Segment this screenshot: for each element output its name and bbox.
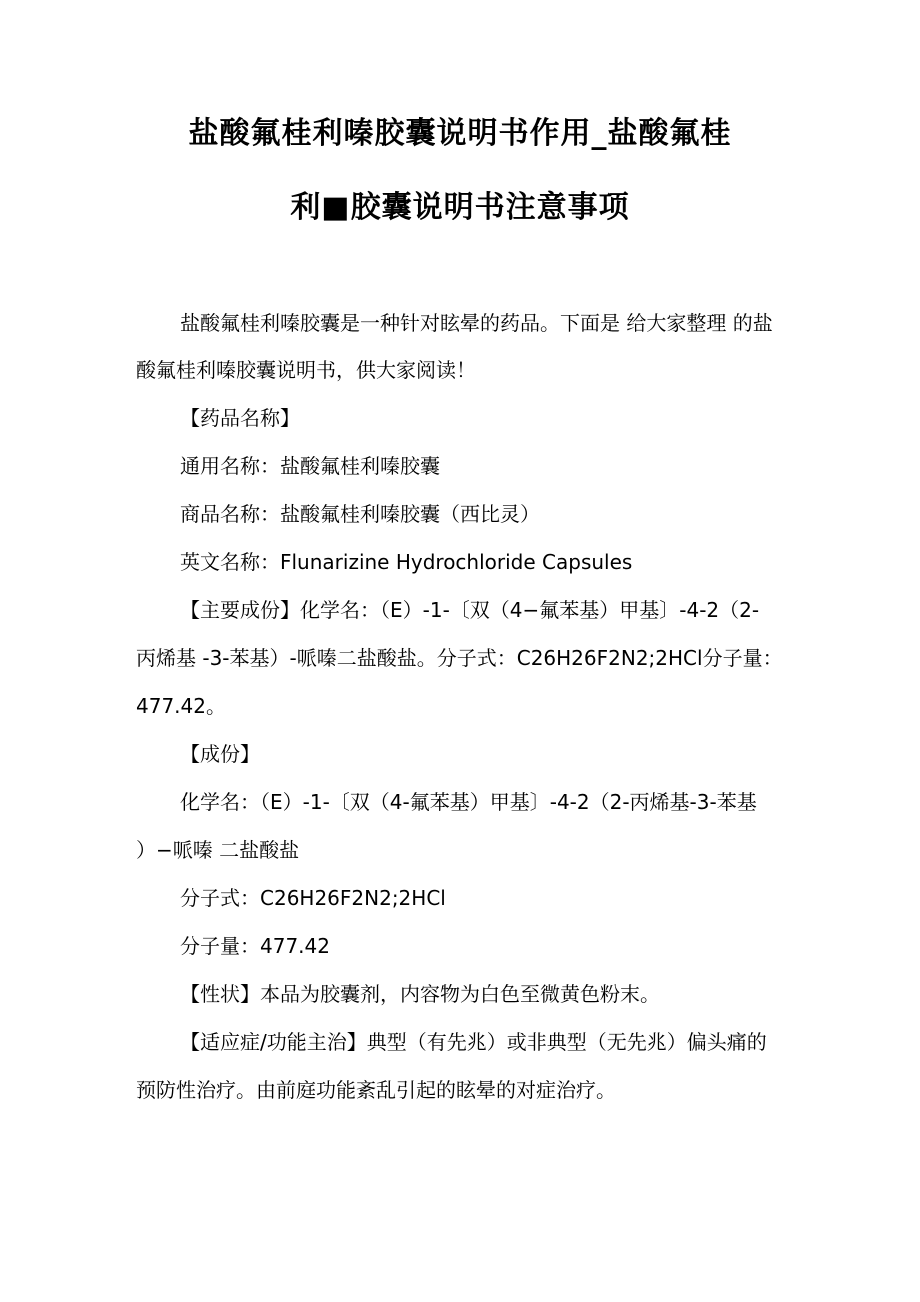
document-title-line-2: 利■胶囊说明书注意事项 bbox=[290, 190, 630, 225]
english-name: 英文名称：Flunarizine Hydrochloride Capsules bbox=[180, 550, 633, 574]
generic-name: 通用名称：盐酸氟桂利嗪胶囊 bbox=[180, 454, 440, 478]
main-ingredient-line-3: 477.42。 bbox=[136, 694, 226, 718]
intro-paragraph-line-1: 盐酸氟桂利嗪胶囊是一种针对眩晕的药品。下面是 给大家整理 的盐 bbox=[180, 311, 773, 335]
intro-paragraph-line-2: 酸氟桂利嗪胶囊说明书，供大家阅读！ bbox=[136, 358, 476, 382]
molecular-formula: 分子式：C26H26F2N2;2HCl bbox=[180, 886, 446, 910]
drug-name-header: 【药品名称】 bbox=[180, 406, 300, 430]
chemical-name-line-1: 化学名：（E）-1-〔双（4-氟苯基）甲基〕-4-2（2-丙烯基-3-苯基 bbox=[180, 790, 757, 814]
document-title-line-1: 盐酸氟桂利嗪胶囊说明书作用_盐酸氟桂 bbox=[188, 116, 732, 151]
indications-line-2: 预防性治疗。由前庭功能紊乱引起的眩晕的对症治疗。 bbox=[136, 1078, 616, 1102]
main-ingredient-line-1: 【主要成份】化学名：（E）-1-〔双（4−氟苯基）甲基〕-4-2（2- bbox=[180, 598, 760, 622]
indications-line-1: 【适应症/功能主治】典型（有先兆）或非典型（无先兆）偏头痛的 bbox=[180, 1030, 767, 1054]
trade-name: 商品名称：盐酸氟桂利嗪胶囊（西比灵） bbox=[180, 502, 540, 526]
main-ingredient-line-2: 丙烯基 -3-苯基）-哌嗪二盐酸盐。分子式：C26H26F2N2;2HCl分子量： bbox=[136, 646, 783, 670]
chemical-name-line-2: ）−哌嗪 二盐酸盐 bbox=[136, 838, 300, 862]
ingredient-header: 【成份】 bbox=[180, 742, 260, 766]
molecular-weight: 分子量：477.42 bbox=[180, 934, 330, 958]
appearance-section: 【性状】本品为胶囊剂，内容物为白色至微黄色粉末。 bbox=[180, 982, 660, 1006]
